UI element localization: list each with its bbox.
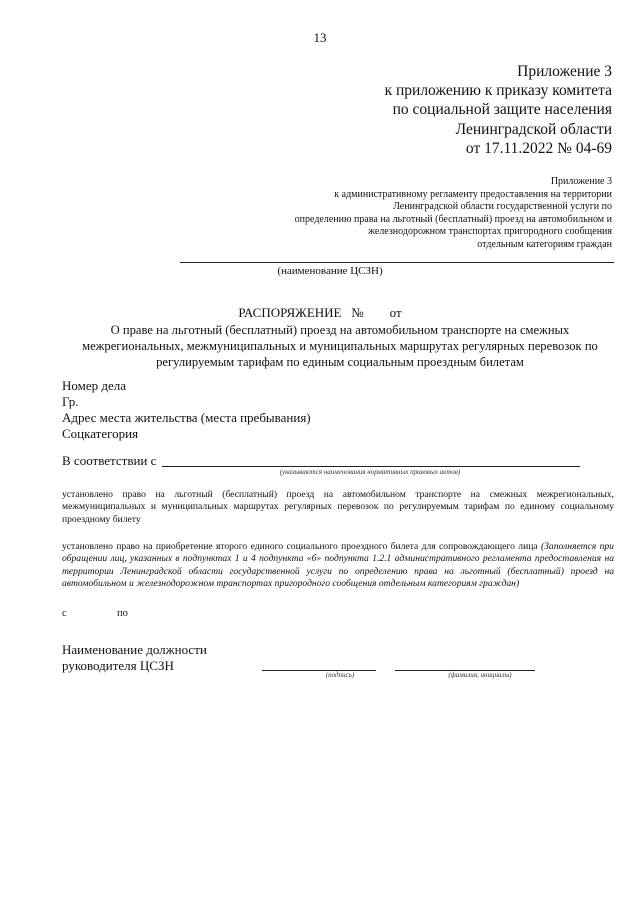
appendix-secondary-block bbox=[220, 176, 612, 252]
paragraph-second-ticket-note: (Заполняется при обращении лиц, указанных в подпунктах 1 и 4 подпункта «б» подпункта 1.2.1 административного регламента предоставления на территории Ленинградской области государственной услуги по определению права на льготный (бесплатный) проезд на автомобильном и железнодорожном транспортах пригородного сообщения отдельным категориям граждан) bbox=[62, 541, 614, 589]
csszn-caption: (наименование ЦСЗН) bbox=[277, 265, 383, 277]
paragraph-right-granted: установлено право на льготный (бесплатный) проезд на автомобильном транспорте на смежных межрегиональных, межмуниципальных и муниципальных маршрутах регулярных перевозок по регулируемым тарифам по единому социальному проездному билету bbox=[62, 489, 614, 525]
signature-hint: (подпись) bbox=[325, 671, 355, 679]
appendix-main-block bbox=[300, 62, 612, 158]
field-social-category: Соцкатегория bbox=[62, 426, 139, 441]
period-from-label: с bbox=[62, 608, 67, 619]
order-subtitle bbox=[60, 322, 620, 370]
order-subtitle-line: межрегиональных, межмуниципальных и муниципальных маршрутах регулярных перевозок по bbox=[82, 339, 598, 353]
appendix-secondary-line: к административному регламенту предоставления на территории bbox=[334, 188, 612, 200]
paragraph-second-ticket-main: установлено право на приобретение второго единого социального проездного билета для сопровождающего лица bbox=[62, 541, 538, 552]
field-address: Адрес места жительства (места пребывания) bbox=[62, 410, 311, 425]
field-case-number: Номер дела bbox=[62, 378, 127, 393]
signatory-position-line: руководителя ЦСЗН bbox=[62, 658, 174, 673]
accordance-hint: (указываются наименования нормативных правовых актов) bbox=[279, 468, 461, 476]
appendix-main-line: по социальной защите населения bbox=[392, 101, 612, 119]
appendix-secondary-line: определению права на льготный (бесплатный) проезд на автомобильном и bbox=[294, 213, 612, 225]
appendix-secondary-line: отдельным категориям граждан bbox=[477, 238, 612, 250]
appendix-secondary-line: Приложение 3 bbox=[550, 176, 612, 187]
order-subtitle-line: О праве на льготный (бесплатный) проезд на автомобильном транспорте на смежных bbox=[110, 323, 570, 337]
page-number: 13 bbox=[313, 30, 327, 45]
name-hint: (фамилия, инициалы) bbox=[448, 671, 512, 679]
order-title: РАСПОРЯЖЕНИЕ № от bbox=[238, 305, 402, 320]
appendix-secondary-line: Ленинградской области государственной услуги по bbox=[393, 201, 612, 213]
appendix-main-line: Ленинградской области bbox=[455, 120, 612, 138]
appendix-main-line: к приложению к приказу комитета bbox=[384, 82, 612, 100]
period-to-label: по bbox=[117, 608, 128, 619]
paragraph-second-ticket bbox=[62, 541, 614, 590]
appendix-main-line: от 17.11.2022 № 04-69 bbox=[465, 139, 612, 157]
accordance-label: В соответствии с bbox=[62, 453, 157, 468]
appendix-secondary-line: железнодорожном транспортах пригородного сообщения bbox=[368, 226, 612, 238]
csszn-name-line bbox=[180, 262, 614, 263]
order-subtitle-line: регулируемым тарифам по единым социальным проездным билетам bbox=[156, 355, 524, 369]
signatory-position-line: Наименование должности bbox=[62, 642, 207, 657]
field-citizen: Гр. bbox=[62, 394, 79, 409]
fields-block bbox=[62, 378, 462, 442]
appendix-main-line: Приложение 3 bbox=[517, 63, 612, 80]
accordance-line bbox=[162, 466, 580, 467]
